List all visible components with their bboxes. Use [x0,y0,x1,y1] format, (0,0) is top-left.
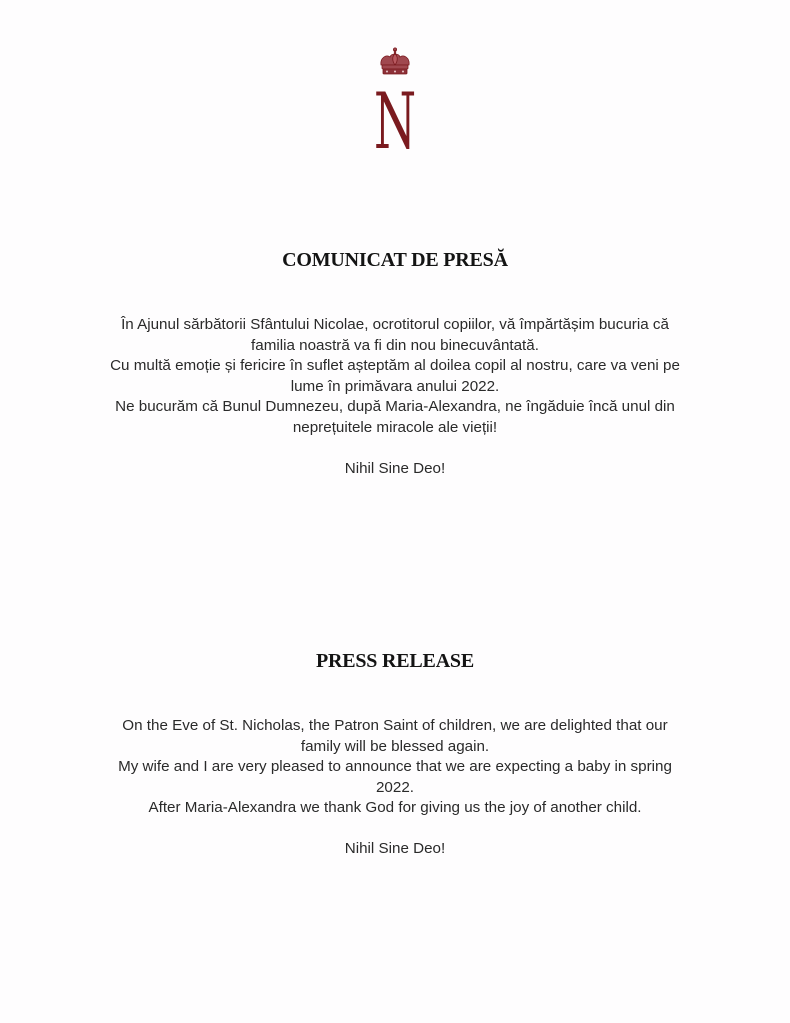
english-body [70,716,720,860]
english-line: After Maria-Alexandra we thank God for giving us the joy of another child. [148,799,642,816]
english-motto: Nihil Sine Deo! [344,840,446,857]
english-line: My wife and I are very pleased to announce that we are expecting a baby in spring [118,758,672,775]
paragraph-gap [70,438,720,459]
romanian-line: familia noastră va fi din nou binecuvântată. [251,336,539,354]
english-line: family will be blessed again. [300,737,490,755]
royal-crown-icon [378,47,412,77]
romanian-line: Ne bucurăm că Bunul Dumnezeu, după Maria-Alexandra, ne îngăduie încă unul din [115,398,675,415]
english-title: PRESS RELEASE [315,650,474,672]
english-line: On the Eve of St. Nicholas, the Patron Saint of children, we are delighted that our [122,717,668,734]
paragraph-gap [70,819,720,840]
romanian-motto: Nihil Sine Deo! [344,459,446,477]
royal-monogram: N [373,77,417,167]
romanian-line: În Ajunul sărbătorii Sfântului Nicolae, ocrotitorul copiilor, vă împărtășim bucuria că [121,316,669,333]
romanian-line: Cu multă emoție și fericire în suflet așteptăm al doilea copil al nostru, care va veni pe [110,357,680,374]
romanian-title: COMUNICAT DE PRESĂ [282,249,508,271]
romanian-line: neprețuitele miracole ale vieții! [292,418,498,436]
romanian-line: lume în primăvara anului 2022. [290,377,500,395]
english-line: 2022. [375,778,414,796]
romanian-body [70,315,720,479]
